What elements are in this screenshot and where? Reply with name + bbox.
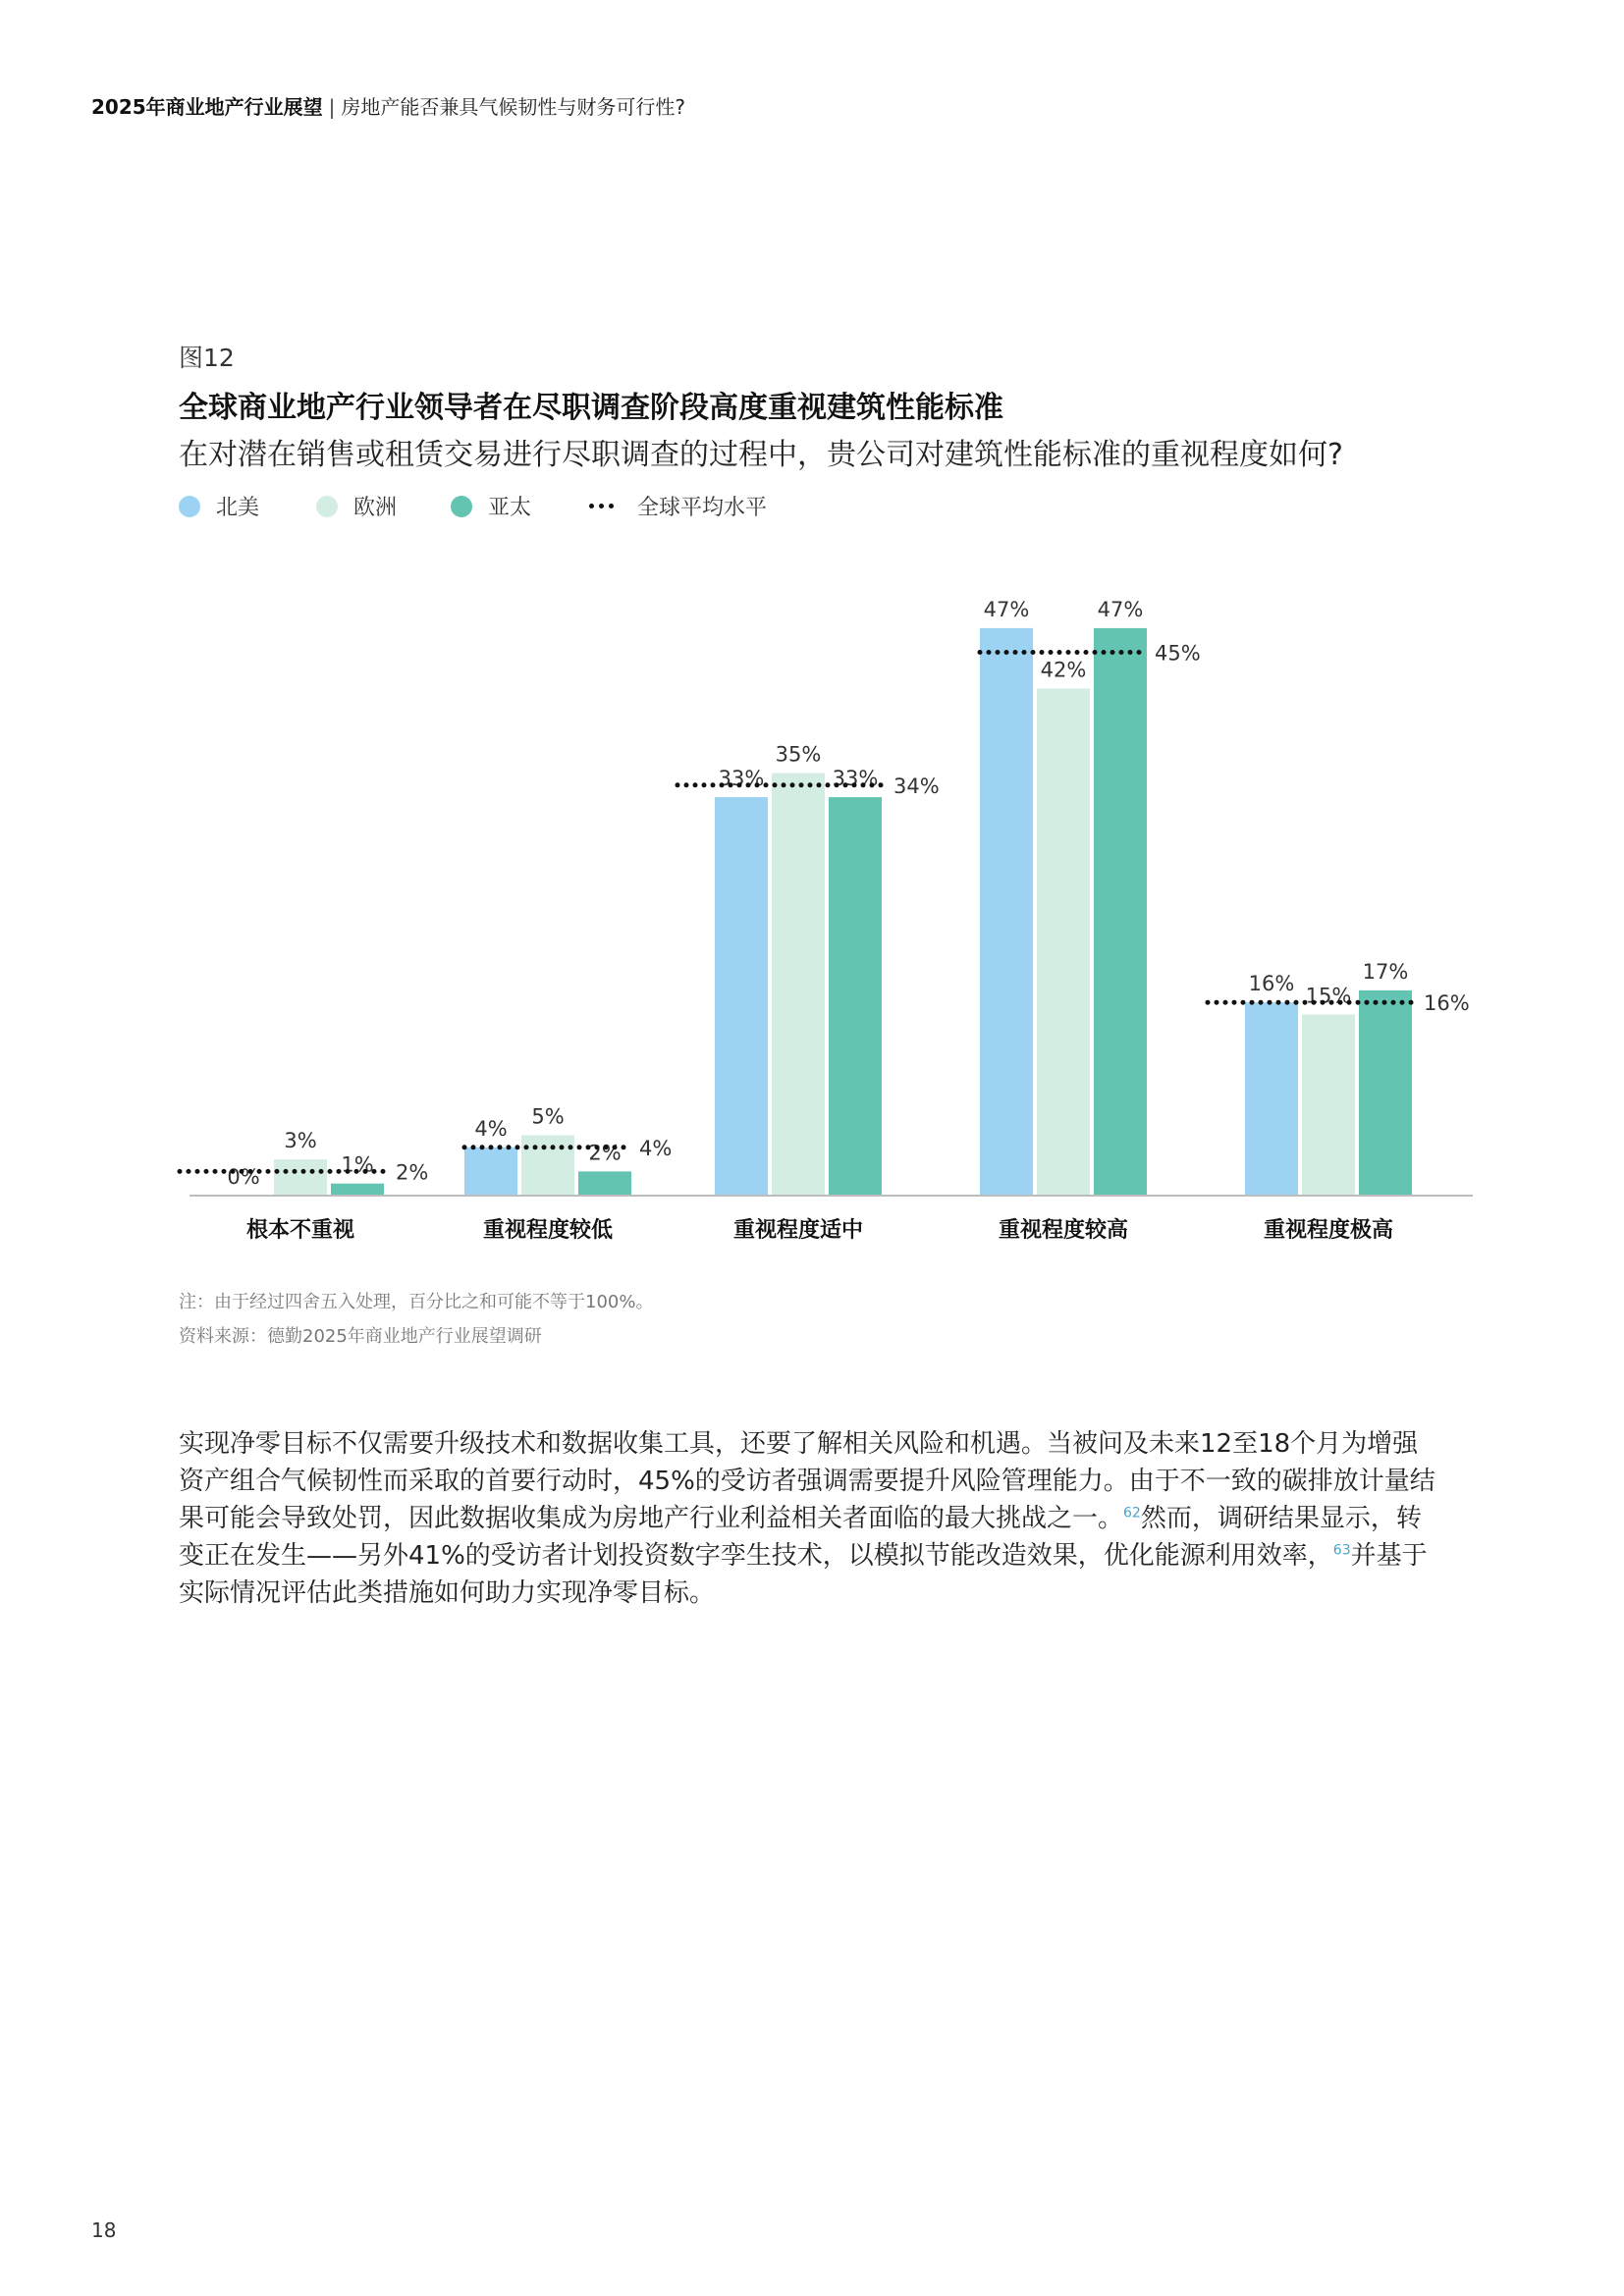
data-label: 16% [1248,972,1295,996]
chart-note: 注：由于经过四舍五入处理，百分比之和可能不等于100%。 [179,1292,654,1312]
legend-label-europe: 欧洲 [353,496,398,520]
bar [1094,628,1147,1196]
figure-label: 图12 [179,344,235,372]
data-label: 17% [1362,959,1409,984]
bar [1037,688,1090,1196]
report-subtitle: 房地产能否兼具气候韧性与财务可行性? [341,95,686,119]
data-label: 0% [227,1165,260,1189]
body-paragraph [179,1425,1455,1612]
report-title: 2025年商业地产行业展望 [91,95,323,119]
bar [1302,1015,1355,1197]
data-label: 33% [832,767,879,791]
bar [715,797,768,1196]
data-label: 2% [588,1141,622,1165]
bar [1359,990,1412,1196]
data-label: 42% [1040,658,1087,682]
data-label: 1% [341,1152,374,1177]
global-average-label: 2% [396,1160,429,1185]
chart-source: 资料来源：德勤2025年商业地产行业展望调研 [179,1326,542,1347]
legend-label-global-average: 全球平均水平 [637,496,768,520]
category-label: 重视程度适中 [732,1218,864,1243]
bar [829,797,882,1196]
category-label: 重视程度极高 [1263,1218,1394,1243]
body-text-segment: 变正在发生——另外41%的受访者计划投资数字孪生技术，以模拟节能改造效果，优化能源利用效率， [179,1541,1333,1571]
body-line: 资产组合气候韧性而采取的首要行动时，45%的受访者强调需要提升风险管理能力。由于不一致的碳排放计量结 [179,1467,1435,1496]
global-average-label: 34% [893,774,940,798]
figure-question: 在对潜在销售或租赁交易进行尽职调查的过程中，贵公司对建筑性能标准的重视程度如何? [179,438,1343,472]
global-average-label: 45% [1155,641,1201,666]
data-label: 4% [474,1116,508,1141]
header-separator: | [328,95,336,119]
category-label: 重视程度较低 [482,1218,614,1243]
category-label: 重视程度较高 [998,1218,1129,1243]
body-line [179,1500,1455,1537]
data-label: 47% [983,597,1030,621]
data-label: 47% [1097,597,1144,621]
body-text-segment: 并基于 [1350,1541,1428,1571]
bar [772,774,825,1197]
category-label: 根本不重视 [245,1218,355,1243]
footnote-ref-62[interactable]: 62 [1123,1505,1141,1522]
global-average-label: 16% [1424,991,1470,1016]
bar [1245,1002,1298,1196]
body-text-segment: 然而，调研结果显示，转 [1140,1504,1422,1533]
bar [274,1159,327,1196]
body-line: 实际情况评估此类措施如何助力实现净零目标。 [179,1578,716,1608]
footnote-ref-63[interactable]: 63 [1332,1542,1351,1559]
data-label: 35% [775,742,822,767]
page-number: 18 [91,2218,117,2242]
body-text-segment: 果可能会导致处罚，因此数据收集成为房地产行业利益相关者面临的最大挑战之一。 [179,1504,1124,1533]
body-line [179,1537,1455,1575]
bar [521,1136,574,1197]
bar [331,1184,384,1196]
data-label: 3% [284,1129,317,1153]
figure-title: 全球商业地产行业领导者在尽职调查阶段高度重视建筑性能标准 [179,391,1003,425]
bar [464,1148,517,1196]
data-label: 5% [531,1104,565,1129]
body-line: 实现净零目标不仅需要升级技术和数据收集工具，还要了解相关风险和机遇。当被问及未来12至18个月为增强 [179,1429,1419,1459]
data-label: 33% [718,767,765,791]
legend-label-asia-pacific: 亚太 [488,496,532,520]
bar [578,1171,631,1196]
bar [980,628,1033,1196]
data-label: 15% [1305,984,1352,1008]
global-average-label: 4% [639,1136,673,1160]
legend-label-north-america: 北美 [216,496,260,520]
